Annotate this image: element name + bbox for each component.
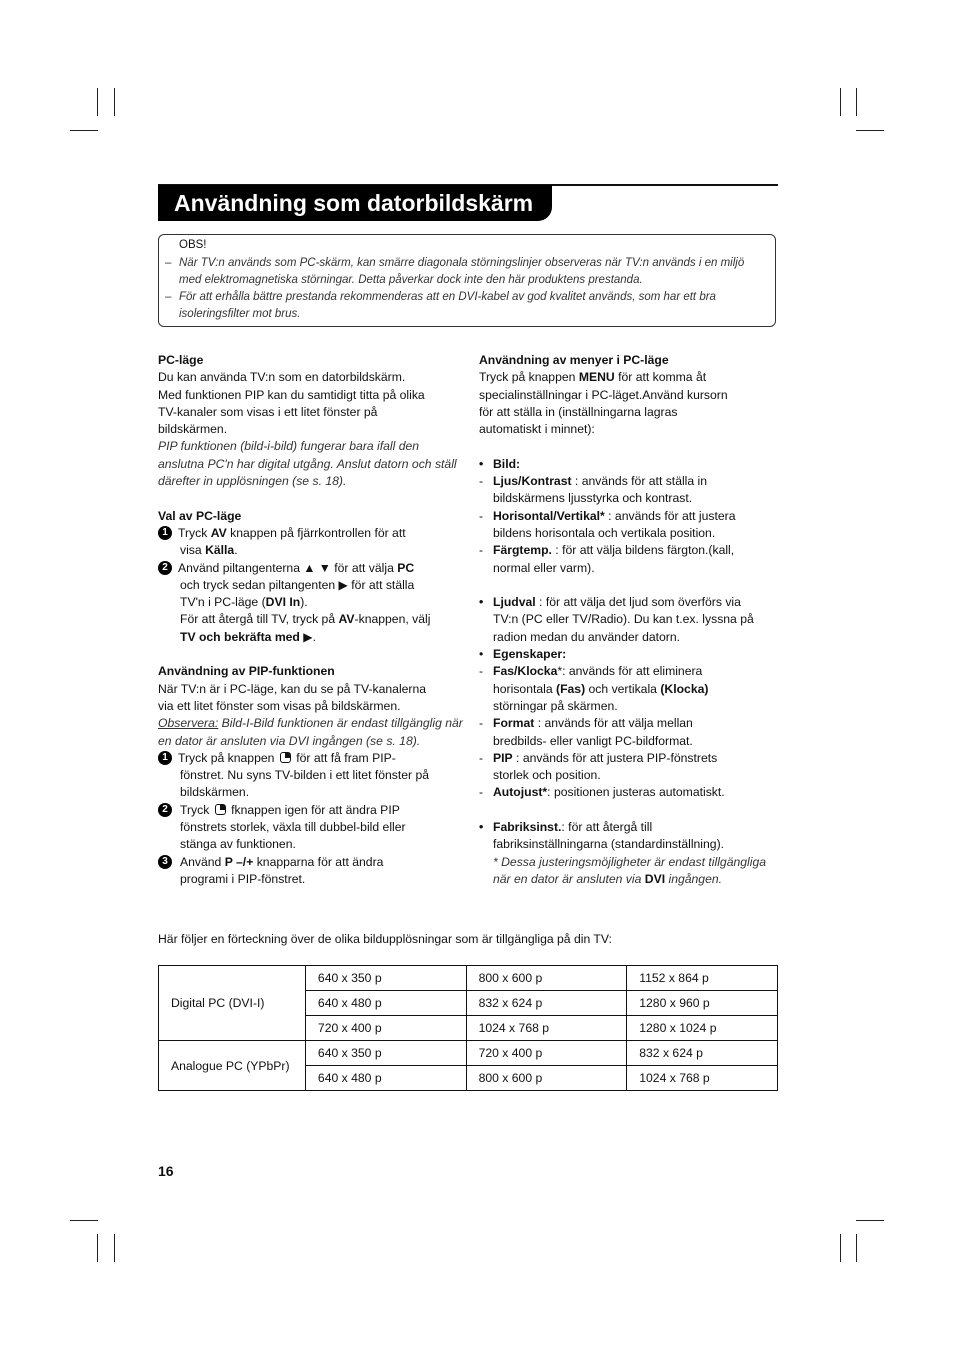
- step-number: 1: [158, 526, 172, 540]
- right-column: [479, 352, 779, 888]
- table-cell: 1280 x 960 p: [627, 991, 778, 1016]
- table-cell: 1024 x 768 p: [627, 1066, 778, 1091]
- table-cell: 640 x 480 p: [305, 991, 466, 1016]
- menu-item: • Fabriksinst.: för att återgå till fabriksinställningarna (standardinställning). * Dessa justeringsmöjligheter är endast tillgängliga när en dator är ansluten via DVI ingången.: [479, 820, 767, 886]
- step-number: 3: [158, 855, 172, 869]
- menu-item: • Egenskaper:: [479, 647, 567, 662]
- step-number: 1: [158, 751, 172, 765]
- table-cell: 1152 x 864 p: [627, 966, 778, 991]
- step-item: 1 Tryck AV knappen på fjärrkontrollen för att visa Källa.: [158, 525, 448, 560]
- table-cell: 640 x 350 p: [305, 1041, 466, 1066]
- note-dash: –: [165, 257, 172, 269]
- table-row: [159, 966, 778, 991]
- text-line: Du kan använda TV:n som en datorbildskärm.: [158, 370, 406, 385]
- note-dash: –: [165, 291, 172, 303]
- note-line: När TV:n används som PC-skärm, kan smärre diagonala störningslinjer observeras när TV:n används i en miljö: [179, 257, 745, 269]
- menu-item: - Horisontal/Vertikal* : används för att justera bildens horisontala och vertikala position.: [479, 508, 736, 540]
- table-cell: 720 x 400 p: [305, 1016, 466, 1041]
- menu-item: - Ljus/Kontrast : används för att ställa in bildskärmens ljusstyrka och kontrast.: [479, 474, 708, 506]
- menu-item: - Format : används för att välja mellan bredbilds- eller vanligt PC-bildformat.: [479, 716, 693, 748]
- category-cell: Digital PC (DVI-I): [159, 966, 306, 1041]
- step-number: 2: [158, 561, 172, 575]
- page-title: Användning som datorbildskärm: [174, 190, 534, 216]
- table-cell: 800 x 600 p: [466, 966, 627, 991]
- text-line: bildskärmen.: [158, 422, 228, 437]
- text-line: specialinställningar i PC-läget.Använd kursorn: [479, 387, 728, 402]
- section-heading: Användning av menyer i PC-läge: [479, 353, 669, 367]
- section-heading: PC-läge: [158, 353, 204, 367]
- page-number: 16: [158, 1163, 174, 1179]
- step-item: 2 Använd piltangenterna ▲ ▼ för att välja PC och tryck sedan piltangenten ▶ för att ställa TV'n i PC-läge (DVI In). För att återgå till TV, tryck på AV-knappen, välj TV och bekräfta med ▶.: [158, 560, 448, 646]
- menu-item: - Fas/Klocka*: används för att eliminera horisontala (Fas) och vertikala (Klocka) störningar på skärmen.: [479, 664, 709, 713]
- text-line: för att ställa in (inställningarna lagras: [479, 404, 678, 419]
- note-heading: OBS!: [179, 239, 207, 251]
- italic-line: en dator är ansluten via DVI ingången (se s. 18).: [158, 733, 421, 748]
- text-line: via ett litet fönster som visas på bildskärmen.: [158, 698, 401, 713]
- note-line: isoleringsfilter mot brus.: [179, 308, 301, 320]
- step-item: 1 Tryck på knappen för att få fram PIP- fönstret. Nu syns TV-bilden i ett litet fönster på bildskärmen.: [158, 750, 448, 802]
- table-row: [159, 1041, 778, 1066]
- note-box: [158, 234, 776, 327]
- table-cell: 832 x 624 p: [466, 991, 627, 1016]
- table-cell: 720 x 400 p: [466, 1041, 627, 1066]
- resolution-table: [158, 965, 778, 1091]
- left-column: [158, 352, 463, 888]
- category-cell: Analogue PC (YPbPr): [159, 1041, 306, 1091]
- table-cell: 832 x 624 p: [627, 1041, 778, 1066]
- table-cell: 800 x 600 p: [466, 1066, 627, 1091]
- text-line: När TV:n är i PC-läge, kan du se på TV-kanalerna: [158, 681, 427, 696]
- italic-line: därefter in upplösningen (se s. 18).: [158, 474, 347, 489]
- text-line: TV-kanaler som visas i ett litet fönster på: [158, 404, 378, 419]
- step-item: 2 Tryck fknappen igen för att ändra PIP fönstrets storlek, växla till dubbel-bild eller stänga av funktionen.: [158, 802, 448, 854]
- italic-line: anslutna PC'n har digital utgång. Anslut datorn och ställ: [158, 456, 457, 471]
- pip-icon: [280, 752, 291, 763]
- step-number: 2: [158, 803, 172, 817]
- note-line: För att erhålla bättre prestanda rekommenderas att en DVI-kabel av god kvalitet används, som har ett bra: [179, 291, 716, 303]
- menu-item: • Bild:: [479, 456, 521, 471]
- title-banner: [158, 185, 552, 221]
- table-cell: 1280 x 1024 p: [627, 1016, 778, 1041]
- table-cell: 640 x 480 p: [305, 1066, 466, 1091]
- menu-item: • Ljudval : för att välja det ljud som överförs via TV:n (PC eller TV/Radio). Du kan t.ex. lyssna på radion medan du använder datorn.: [479, 595, 754, 644]
- table-cell: 1024 x 768 p: [466, 1016, 627, 1041]
- section-heading: Användning av PIP-funktionen: [158, 664, 335, 679]
- section-heading: Val av PC-läge: [158, 508, 242, 523]
- table-cell: 640 x 350 p: [305, 966, 466, 991]
- text-line: automatiskt i minnet):: [479, 422, 595, 437]
- menu-item: - Färgtemp. : för att välja bildens färgton.(kall, normal eller varm).: [479, 543, 735, 575]
- text-line: Med funktionen PIP kan du samtidigt titta på olika: [158, 387, 425, 402]
- italic-line: PIP funktionen (bild-i-bild) fungerar bara ifall den: [158, 439, 420, 454]
- note-line: med elektromagnetiska störningar. Detta påverkar dock inte den här produktens prestanda.: [179, 274, 643, 286]
- italic-line: Observera: Bild-I-Bild funktionen är endast tillgänglig när: [158, 716, 463, 731]
- menu-item: - Autojust*: positionen justeras automatiskt.: [479, 785, 725, 800]
- table-intro: Här följer en förteckning över de olika bildupplösningar som är tillgängliga på din TV:: [158, 932, 612, 946]
- step-item: 3 Använd P –/+ knapparna för att ändra programi i PIP-fönstret.: [158, 854, 448, 889]
- text-line: Tryck på knappen MENU för att komma åt: [479, 370, 707, 385]
- menu-item: - PIP : används för att justera PIP-fönstrets storlek och position.: [479, 750, 718, 783]
- pip-icon: [215, 804, 226, 815]
